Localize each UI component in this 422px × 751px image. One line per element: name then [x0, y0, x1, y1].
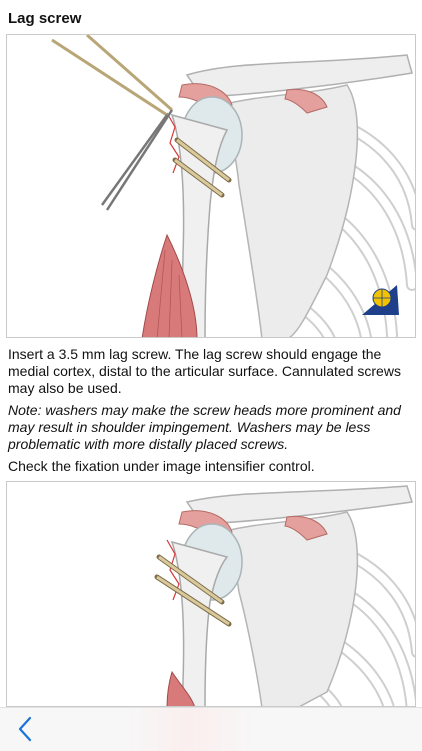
check-paragraph: Check the fixation under image intensifier control. [8, 458, 315, 474]
back-button[interactable] [12, 714, 40, 744]
illustration-lag-screw-insertion [6, 34, 416, 338]
note-paragraph: Note: washers may make the screw heads more prominent and may result in shoulder impingement. Washers may be less problematic with more distally placed screws. [8, 402, 401, 452]
page-title: Lag screw [8, 10, 82, 27]
illustration-lag-screw-fixation [6, 481, 416, 707]
chevron-left-icon [12, 714, 40, 744]
ao-globe-logo-icon [362, 285, 399, 315]
instruction-paragraph: Insert a 3.5 mm lag screw. The lag screw should engage the medial cortex, distal to the articular surface. Cannulated screws may also be used. [8, 346, 401, 396]
bottom-toolbar [0, 707, 422, 751]
